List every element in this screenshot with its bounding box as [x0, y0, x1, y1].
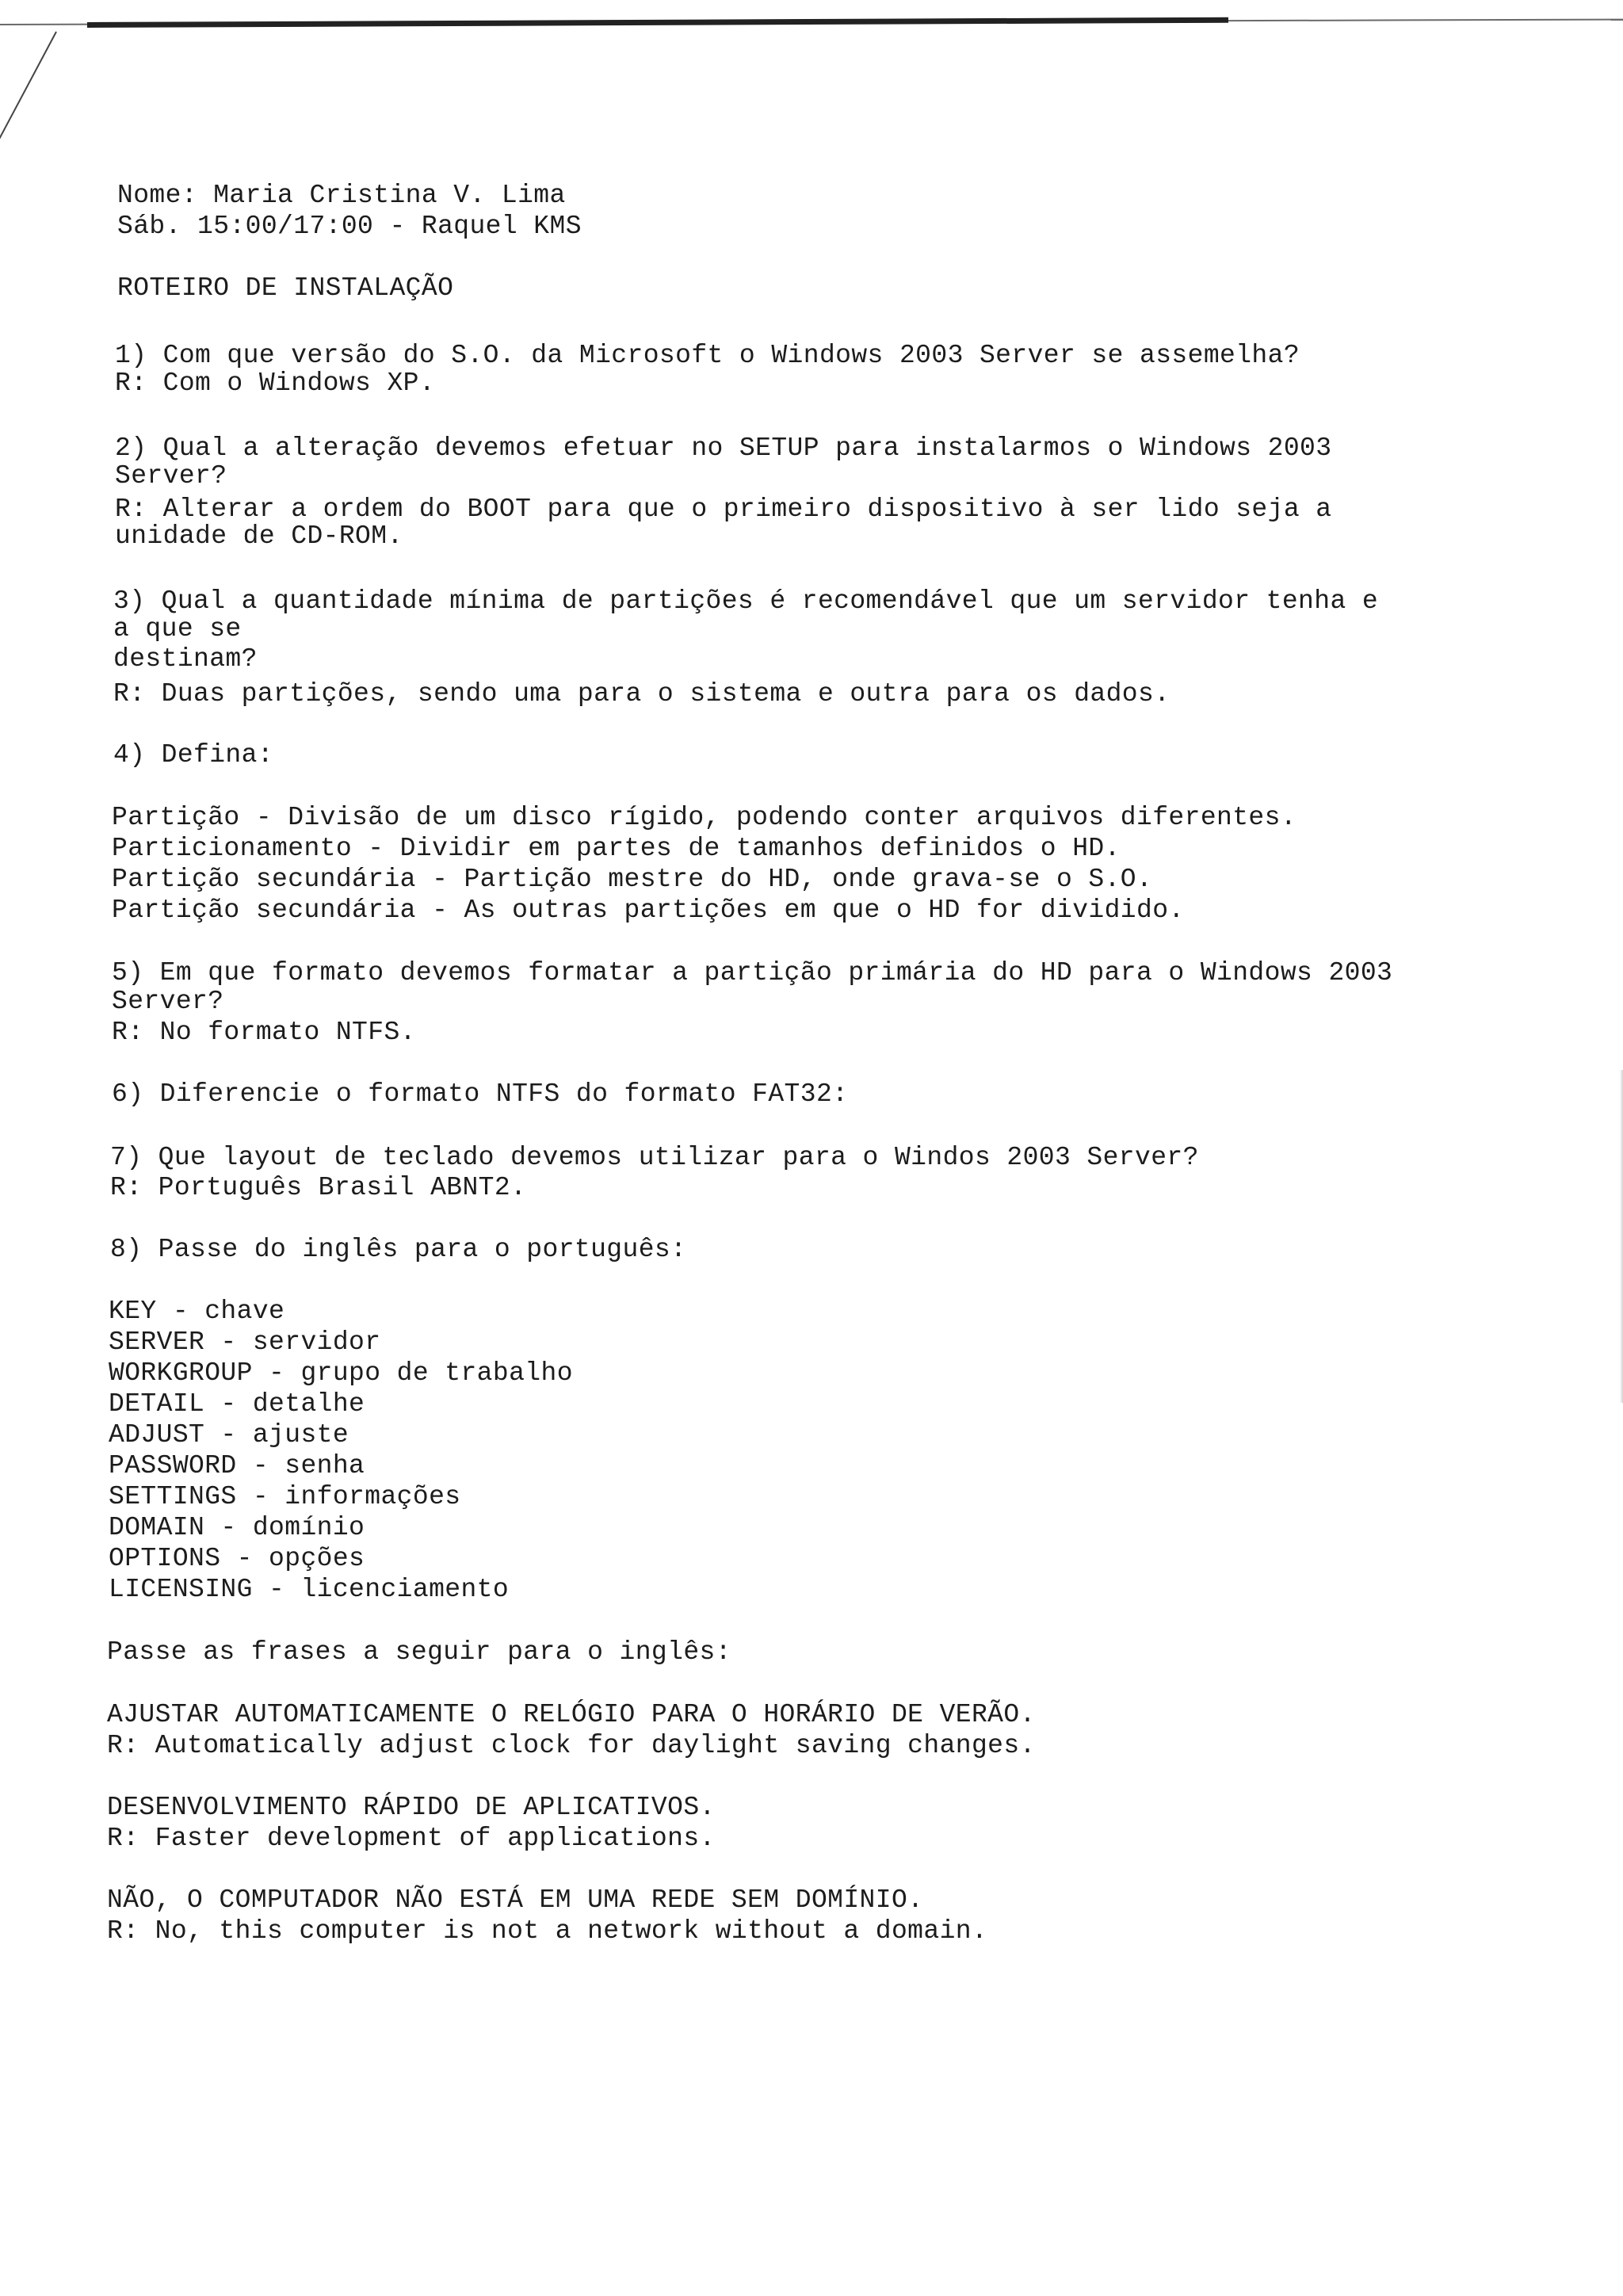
- question-6: 6) Diferencie o formato NTFS do formato FAT32:: [112, 1079, 849, 1109]
- vocabulary-item: SERVER - servidor: [109, 1328, 381, 1357]
- answer-2-line-2: unidade de CD-ROM.: [115, 521, 403, 551]
- question-8: 8) Passe do inglês para o português:: [110, 1235, 687, 1264]
- translation-answer-en: R: No, this computer is not a network without a domain.: [107, 1916, 988, 1946]
- vocabulary-item: DOMAIN - domínio: [109, 1513, 365, 1542]
- answer-5: R: No formato NTFS.: [112, 1018, 416, 1047]
- question-2-line-1: 2) Qual a alteração devemos efetuar no SETUP para instalarmos o Windows 2003: [115, 434, 1332, 463]
- question-7: 7) Que layout de teclado devemos utilizar para o Windos 2003 Server?: [110, 1143, 1199, 1172]
- vocabulary-item: KEY - chave: [109, 1297, 285, 1326]
- vocabulary-item: WORKGROUP - grupo de trabalho: [109, 1358, 573, 1388]
- document-title: ROTEIRO DE INSTALAÇÃO: [117, 273, 454, 303]
- class-schedule: Sáb. 15:00/17:00 - Raquel KMS: [117, 212, 582, 241]
- answer-3: R: Duas partições, sendo uma para o sistema e outra para os dados.: [113, 679, 1170, 709]
- definition-item: Partição - Divisão de um disco rígido, podendo conter arquivos diferentes.: [112, 803, 1297, 832]
- translation-phrase-pt: AJUSTAR AUTOMATICAMENTE O RELÓGIO PARA O HORÁRIO DE VERÃO.: [107, 1700, 1036, 1729]
- translation-answer-en: R: Automatically adjust clock for daylight saving changes.: [107, 1731, 1036, 1760]
- vocabulary-item: OPTIONS - opções: [109, 1544, 365, 1573]
- definition-item: Partição secundária - Partição mestre do HD, onde grava-se o S.O.: [112, 865, 1153, 894]
- question-2-line-2: Server?: [115, 461, 227, 491]
- answer-2-line-1: R: Alterar a ordem do BOOT para que o primeiro dispositivo à ser lido seja a: [115, 495, 1332, 524]
- scan-artifact-right-shadow: [1620, 1070, 1623, 1403]
- student-name: Nome: Maria Cristina V. Lima: [117, 181, 566, 210]
- answer-7: R: Português Brasil ABNT2.: [110, 1173, 527, 1202]
- question-5-line-1: 5) Em que formato devemos formatar a partição primária do HD para o Windows 2003: [112, 958, 1393, 988]
- translation-phrase-pt: NÃO, O COMPUTADOR NÃO ESTÁ EM UMA REDE SEM DOMÍNIO.: [107, 1885, 924, 1915]
- question-4: 4) Defina:: [113, 740, 274, 770]
- question-1: 1) Com que versão do S.O. da Microsoft o Windows 2003 Server se assemelha?: [115, 341, 1300, 370]
- answer-1: R: Com o Windows XP.: [115, 369, 436, 398]
- translation-heading: Passe as frases a seguir para o inglês:: [107, 1637, 731, 1667]
- vocabulary-item: DETAIL - detalhe: [109, 1389, 365, 1419]
- question-3-line-3: destinam?: [113, 644, 258, 674]
- question-3-line-2: a que se: [113, 614, 242, 644]
- definition-item: Partição secundária - As outras partições em que o HD for dividido.: [112, 896, 1185, 925]
- vocabulary-item: SETTINGS - informações: [109, 1482, 461, 1511]
- vocabulary-item: PASSWORD - senha: [109, 1451, 365, 1480]
- translation-answer-en: R: Faster development of applications.: [107, 1824, 716, 1853]
- vocabulary-item: ADJUST - ajuste: [109, 1420, 349, 1450]
- vocabulary-item: LICENSING - licenciamento: [109, 1575, 510, 1604]
- question-3-line-1: 3) Qual a quantidade mínima de partições é recomendável que um servidor tenha e: [113, 586, 1379, 616]
- question-5-line-2: Server?: [112, 987, 224, 1016]
- scan-artifact-top-line: [87, 17, 1228, 28]
- definition-item: Particionamento - Dividir em partes de tamanhos definidos o HD.: [112, 834, 1121, 863]
- translation-phrase-pt: DESENVOLVIMENTO RÁPIDO DE APLICATIVOS.: [107, 1793, 716, 1822]
- scan-artifact-diagonal-line: [0, 32, 57, 211]
